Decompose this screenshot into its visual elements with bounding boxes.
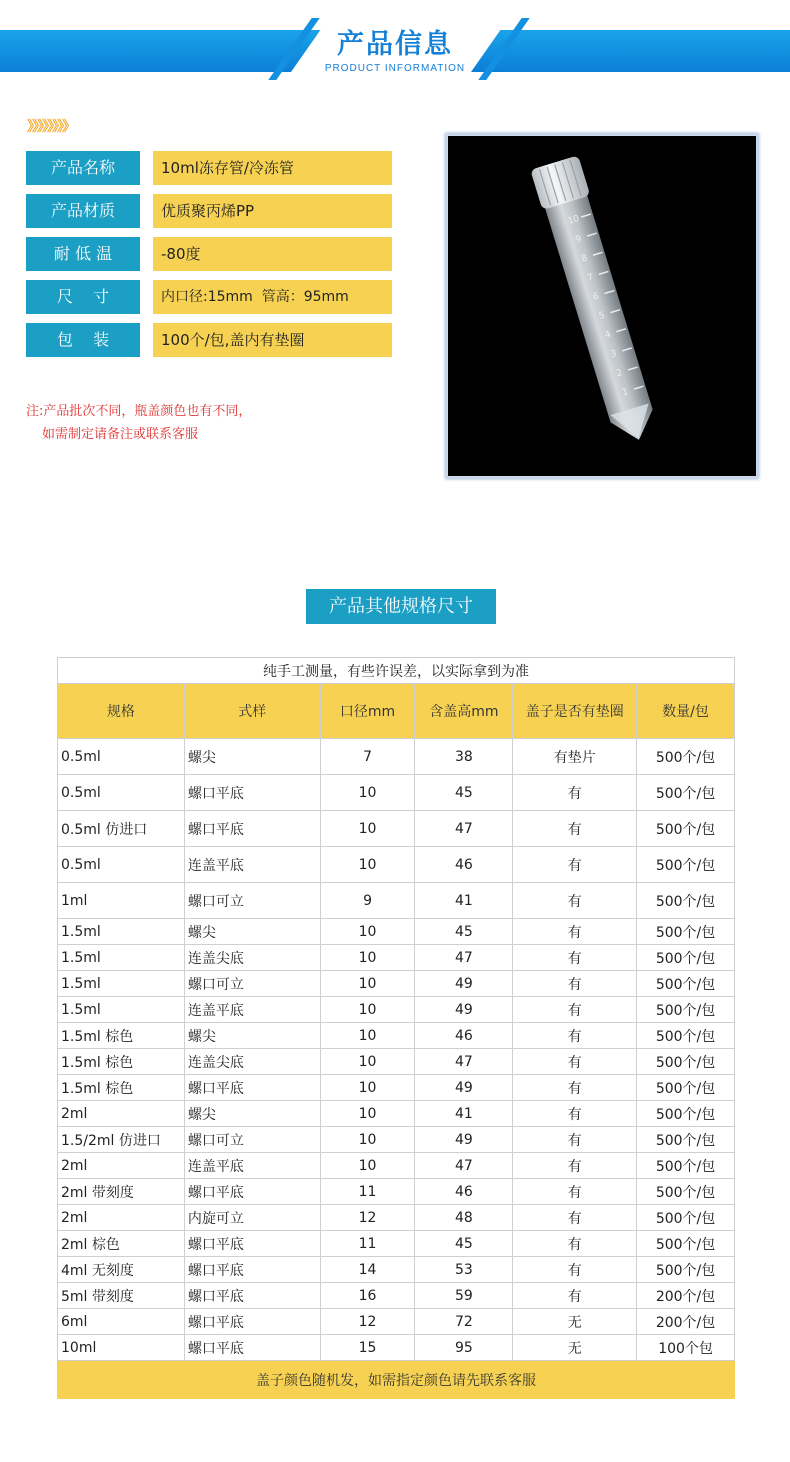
table-cell: 有 xyxy=(513,945,637,971)
table-cell: 10 xyxy=(320,811,415,847)
table-cell: 有 xyxy=(513,1231,637,1257)
table-cell: 49 xyxy=(415,971,513,997)
table-cell: 500个/包 xyxy=(637,1257,735,1283)
table-cell: 螺口可立 xyxy=(184,883,320,919)
table-row xyxy=(58,1179,735,1205)
table-cell: 螺口平底 xyxy=(184,1335,320,1361)
table-cell: 1.5ml xyxy=(58,971,185,997)
table-cell: 10ml xyxy=(58,1335,185,1361)
table-row xyxy=(58,775,735,811)
table-cell: 500个/包 xyxy=(637,971,735,997)
svg-text:4: 4 xyxy=(603,329,613,342)
table-row xyxy=(58,1127,735,1153)
table-cell: 500个/包 xyxy=(637,775,735,811)
note-line-1: 注:产品批次不同，瓶盖颜色也有不同， xyxy=(26,404,252,419)
table-cell: 连盖平底 xyxy=(184,997,320,1023)
table-cell: 49 xyxy=(415,1127,513,1153)
table-row xyxy=(58,1309,735,1335)
table-cell: 10 xyxy=(320,997,415,1023)
table-cell: 1.5ml xyxy=(58,945,185,971)
table-cell: 螺口平底 xyxy=(184,775,320,811)
table-footer-note: 盖子颜色随机发，如需指定颜色请先联系客服 xyxy=(58,1361,735,1399)
svg-text:6: 6 xyxy=(591,291,601,303)
table-footer-row xyxy=(58,1361,735,1399)
table-cell: 95 xyxy=(415,1335,513,1361)
table-row xyxy=(58,1075,735,1101)
page-title: 产品信息 xyxy=(337,29,453,60)
cryo-tube-illustration xyxy=(448,136,756,476)
table-cell: 0.5ml xyxy=(58,847,185,883)
column-header: 含盖高mm xyxy=(415,684,513,739)
table-row xyxy=(58,1049,735,1075)
info-label: 包 装 xyxy=(26,323,140,357)
table-row xyxy=(58,971,735,997)
table-cell: 500个/包 xyxy=(637,1075,735,1101)
table-cell: 有 xyxy=(513,1283,637,1309)
table-cell: 2ml 棕色 xyxy=(58,1231,185,1257)
table-cell: 有垫片 xyxy=(513,739,637,775)
table-cell: 500个/包 xyxy=(637,997,735,1023)
table-cell: 2ml xyxy=(58,1205,185,1231)
table-cell: 有 xyxy=(513,811,637,847)
info-label: 耐 低 温 xyxy=(26,237,140,271)
table-cell: 1.5ml xyxy=(58,919,185,945)
table-cell: 10 xyxy=(320,971,415,997)
table-cell: 10 xyxy=(320,775,415,811)
table-cell: 12 xyxy=(320,1205,415,1231)
table-cell: 500个/包 xyxy=(637,1179,735,1205)
table-cell: 螺口平底 xyxy=(184,1309,320,1335)
table-row xyxy=(58,997,735,1023)
table-cell: 45 xyxy=(415,775,513,811)
table-cell: 10 xyxy=(320,1153,415,1179)
table-cell: 500个/包 xyxy=(637,1127,735,1153)
table-cell: 有 xyxy=(513,775,637,811)
table-cell: 500个/包 xyxy=(637,739,735,775)
table-cell: 500个/包 xyxy=(637,883,735,919)
info-row-temperature xyxy=(26,237,392,271)
table-cell: 有 xyxy=(513,883,637,919)
table-cell: 连盖平底 xyxy=(184,1153,320,1179)
table-cell: 500个/包 xyxy=(637,1023,735,1049)
table-cell: 46 xyxy=(415,847,513,883)
table-row xyxy=(58,1101,735,1127)
table-cell: 10 xyxy=(320,945,415,971)
table-row xyxy=(58,1205,735,1231)
table-cell: 16 xyxy=(320,1283,415,1309)
table-cell: 500个/包 xyxy=(637,847,735,883)
svg-text:9: 9 xyxy=(574,234,583,246)
svg-text:1: 1 xyxy=(621,387,630,399)
page-subtitle: PRODUCT INFORMATION xyxy=(324,63,466,74)
table-cell: 螺尖 xyxy=(184,1101,320,1127)
table-cell: 500个/包 xyxy=(637,1049,735,1075)
table-cell: 59 xyxy=(415,1283,513,1309)
info-value: 100个/包,盖内有垫圈 xyxy=(153,323,392,357)
table-cell: 49 xyxy=(415,1075,513,1101)
table-cell: 10 xyxy=(320,919,415,945)
svg-text:3: 3 xyxy=(609,348,618,361)
svg-text:7: 7 xyxy=(586,272,595,284)
info-row-material xyxy=(26,194,392,228)
table-cell: 10 xyxy=(320,1075,415,1101)
table-cell: 螺口平底 xyxy=(184,1075,320,1101)
table-cell: 螺口平底 xyxy=(184,1283,320,1309)
svg-text:2: 2 xyxy=(615,368,624,380)
svg-text:5: 5 xyxy=(597,310,607,322)
table-cell: 1.5ml xyxy=(58,997,185,1023)
table-cell: 47 xyxy=(415,945,513,971)
table-row xyxy=(58,883,735,919)
table-cell: 有 xyxy=(513,971,637,997)
table-row xyxy=(58,811,735,847)
table-cell: 有 xyxy=(513,1075,637,1101)
table-cell: 有 xyxy=(513,1257,637,1283)
table-cell: 10 xyxy=(320,1101,415,1127)
table-cell: 500个/包 xyxy=(637,945,735,971)
note-line-2: 如需制定请备注或联系客服 xyxy=(42,427,199,442)
table-cell: 4ml 无刻度 xyxy=(58,1257,185,1283)
table-cell: 螺尖 xyxy=(184,919,320,945)
info-row-package xyxy=(26,323,392,357)
table-cell: 有 xyxy=(513,1049,637,1075)
table-row xyxy=(58,1153,735,1179)
table-cell: 1.5ml 棕色 xyxy=(58,1023,185,1049)
section-title: 产品其他规格尺寸 xyxy=(306,589,496,624)
table-cell: 有 xyxy=(513,1101,637,1127)
table-cell: 500个/包 xyxy=(637,1101,735,1127)
table-cell: 有 xyxy=(513,1153,637,1179)
table-cell: 连盖尖底 xyxy=(184,1049,320,1075)
table-cell: 49 xyxy=(415,997,513,1023)
table-row xyxy=(58,739,735,775)
table-cell: 500个/包 xyxy=(637,811,735,847)
svg-text:8: 8 xyxy=(580,253,589,265)
table-row xyxy=(58,1257,735,1283)
table-cell: 螺口平底 xyxy=(184,811,320,847)
table-cell: 200个/包 xyxy=(637,1309,735,1335)
table-cell: 53 xyxy=(415,1257,513,1283)
table-cell: 有 xyxy=(513,1023,637,1049)
table-cell: 12 xyxy=(320,1309,415,1335)
table-cell: 38 xyxy=(415,739,513,775)
table-cell: 500个/包 xyxy=(637,919,735,945)
table-cell: 2ml xyxy=(58,1153,185,1179)
chevrons-decoration-icon: 》》》》》》》》 xyxy=(27,119,74,135)
table-cell: 有 xyxy=(513,997,637,1023)
column-header: 盖子是否有垫圈 xyxy=(513,684,637,739)
table-cell: 6ml xyxy=(58,1309,185,1335)
info-value: 优质聚丙烯PP xyxy=(153,194,392,228)
table-row xyxy=(58,1283,735,1309)
info-value: 内口径:15mm 管高：95mm xyxy=(153,280,392,314)
table-cell: 螺口可立 xyxy=(184,1127,320,1153)
table-cell: 2ml 带刻度 xyxy=(58,1179,185,1205)
table-cell: 螺尖 xyxy=(184,739,320,775)
info-value: 10ml冻存管/冷冻管 xyxy=(153,151,392,185)
table-cell: 螺口可立 xyxy=(184,971,320,997)
table-cell: 15 xyxy=(320,1335,415,1361)
table-cell: 200个/包 xyxy=(637,1283,735,1309)
table-cell: 45 xyxy=(415,1231,513,1257)
table-cell: 连盖平底 xyxy=(184,847,320,883)
table-cell: 1ml xyxy=(58,883,185,919)
column-header: 数量/包 xyxy=(637,684,735,739)
info-label: 尺 寸 xyxy=(26,280,140,314)
spec-table xyxy=(57,657,735,1399)
product-photo xyxy=(446,134,758,478)
table-cell: 有 xyxy=(513,1179,637,1205)
table-cell: 连盖尖底 xyxy=(184,945,320,971)
table-cell: 螺口平底 xyxy=(184,1257,320,1283)
table-cell: 11 xyxy=(320,1179,415,1205)
table-cell: 有 xyxy=(513,1127,637,1153)
table-cell: 0.5ml xyxy=(58,739,185,775)
table-cell: 7 xyxy=(320,739,415,775)
table-cell: 0.5ml xyxy=(58,775,185,811)
column-header: 口径mm xyxy=(320,684,415,739)
table-cell: 47 xyxy=(415,1049,513,1075)
table-cell: 有 xyxy=(513,1205,637,1231)
table-caption: 纯手工测量，有些许误差，以实际拿到为准 xyxy=(58,658,735,684)
table-cell: 2ml xyxy=(58,1101,185,1127)
table-cell: 41 xyxy=(415,1101,513,1127)
svg-text:10: 10 xyxy=(566,213,581,227)
table-cell: 48 xyxy=(415,1205,513,1231)
table-cell: 47 xyxy=(415,1153,513,1179)
table-cell: 内旋可立 xyxy=(184,1205,320,1231)
table-cell: 10 xyxy=(320,847,415,883)
table-cell: 有 xyxy=(513,847,637,883)
table-cell: 5ml 带刻度 xyxy=(58,1283,185,1309)
table-row xyxy=(58,919,735,945)
table-cell: 9 xyxy=(320,883,415,919)
table-cell: 41 xyxy=(415,883,513,919)
table-cell: 46 xyxy=(415,1023,513,1049)
column-header: 式样 xyxy=(184,684,320,739)
table-cell: 螺口平底 xyxy=(184,1231,320,1257)
table-cell: 1.5ml 棕色 xyxy=(58,1049,185,1075)
table-row xyxy=(58,1231,735,1257)
table-cell: 500个/包 xyxy=(637,1153,735,1179)
table-cell: 11 xyxy=(320,1231,415,1257)
table-cell: 1.5/2ml 仿进口 xyxy=(58,1127,185,1153)
table-row xyxy=(58,1335,735,1361)
table-cell: 10 xyxy=(320,1023,415,1049)
table-cell: 46 xyxy=(415,1179,513,1205)
table-cell: 0.5ml 仿进口 xyxy=(58,811,185,847)
table-cell: 500个/包 xyxy=(637,1205,735,1231)
table-caption-row xyxy=(58,658,735,684)
table-cell: 14 xyxy=(320,1257,415,1283)
table-cell: 10 xyxy=(320,1049,415,1075)
table-row xyxy=(58,847,735,883)
table-cell: 无 xyxy=(513,1335,637,1361)
info-row-name xyxy=(26,151,392,185)
table-cell: 500个/包 xyxy=(637,1231,735,1257)
table-cell: 10 xyxy=(320,1127,415,1153)
table-cell: 72 xyxy=(415,1309,513,1335)
table-cell: 螺口平底 xyxy=(184,1179,320,1205)
table-cell: 有 xyxy=(513,919,637,945)
table-cell: 47 xyxy=(415,811,513,847)
table-cell: 100个包 xyxy=(637,1335,735,1361)
info-label: 产品名称 xyxy=(26,151,140,185)
column-header: 规格 xyxy=(58,684,185,739)
info-label: 产品材质 xyxy=(26,194,140,228)
table-header-row xyxy=(58,684,735,739)
table-cell: 螺尖 xyxy=(184,1023,320,1049)
table-row xyxy=(58,945,735,971)
table-cell: 无 xyxy=(513,1309,637,1335)
table-row xyxy=(58,1023,735,1049)
table-cell: 45 xyxy=(415,919,513,945)
info-value: -80度 xyxy=(153,237,392,271)
table-cell: 1.5ml 棕色 xyxy=(58,1075,185,1101)
info-row-size xyxy=(26,280,392,314)
